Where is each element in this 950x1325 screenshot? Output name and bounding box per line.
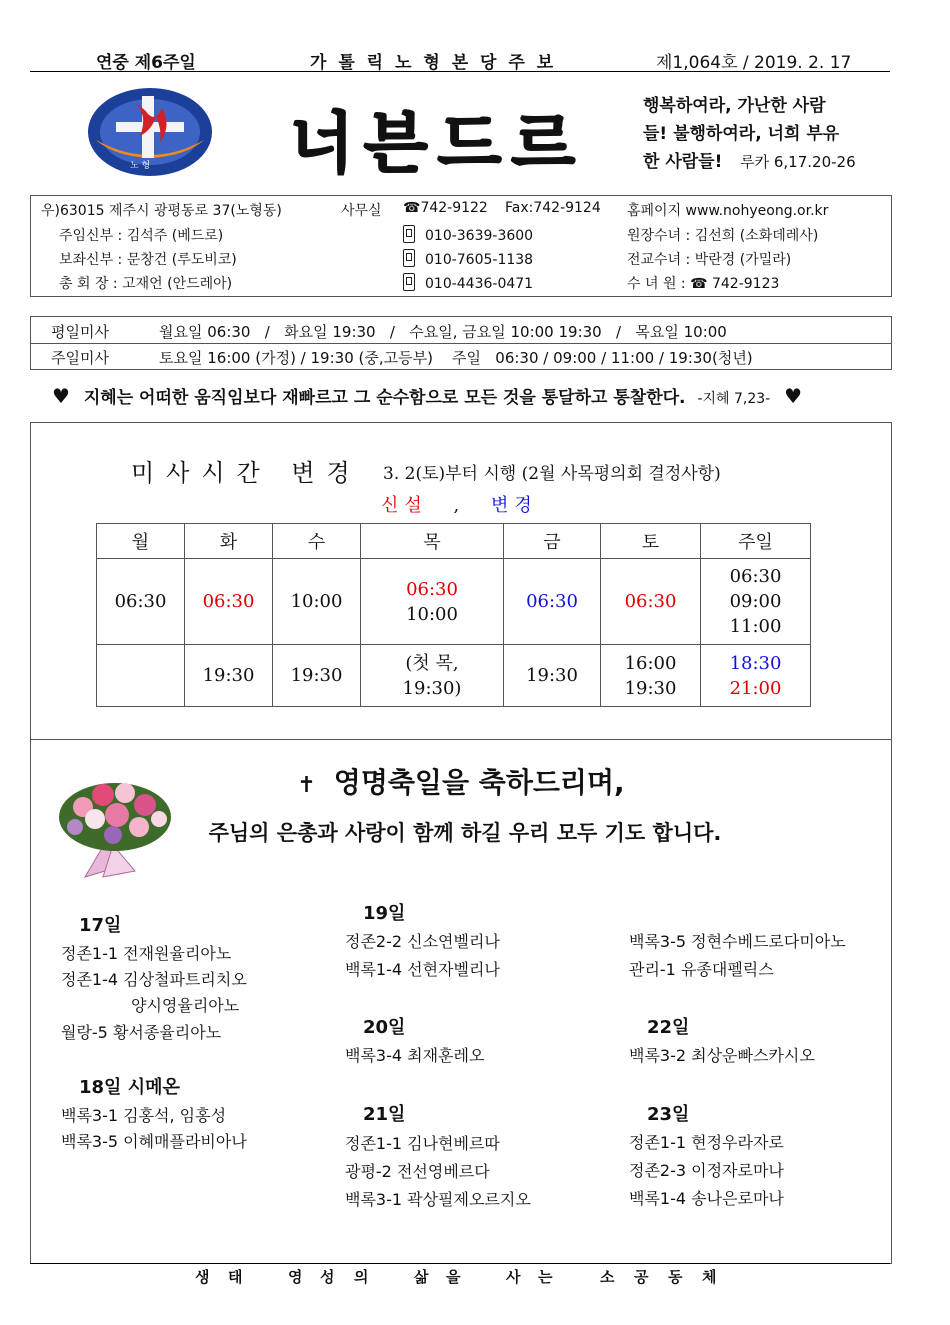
table-cell — [185, 559, 273, 645]
nameday-date: 21일 — [363, 1104, 406, 1125]
heart-icon: ♥ — [52, 384, 70, 408]
table-header: 화 — [185, 524, 273, 559]
list-item: 정존1-1 전재원율리아노 — [61, 944, 232, 963]
mass-time: 19:30 — [290, 665, 343, 686]
list-item: 정존1-1 현정우라자로 — [629, 1133, 784, 1152]
parish-logo — [86, 86, 214, 178]
list-item: 월랑-5 황서종율리아노 — [61, 1023, 222, 1042]
mission-sister-info: 전교수녀 : 박란경 (가밀라) — [627, 252, 792, 268]
wisdom-text: 지혜는 어떠한 움직임보다 재빠르고 그 순수함으로 모든 것을 통달하고 통찰한다. — [83, 388, 686, 408]
cross-icon: ✝ — [297, 773, 316, 798]
list-item: 정존2-3 이정자로마나 — [629, 1161, 784, 1180]
mass-time: 18:30 — [729, 652, 782, 674]
president-phone: 010-4436-0471 — [403, 273, 533, 292]
feast-greeting: ✝ 영명축일을 축하드리며, — [297, 766, 625, 799]
footer-char: 사 — [506, 1268, 521, 1286]
nameday-date: 18일 시메온 — [79, 1077, 180, 1098]
mass-change-legend — [381, 491, 538, 517]
table-cell — [273, 559, 361, 645]
footer-char: 영 — [288, 1268, 303, 1286]
footer-char: 동 — [668, 1268, 683, 1286]
issue-number: 제1,064호 / 2019. 2. 17 — [656, 53, 852, 73]
legend-separator: , — [453, 495, 466, 516]
mass-time: 06:30 — [406, 578, 458, 600]
legend-new: 신설 — [381, 495, 428, 516]
table-cell — [361, 559, 504, 645]
table-header: 토 — [601, 524, 701, 559]
mass-time: 10:00 — [406, 603, 458, 625]
mass-change-subtitle: 3. 2(토)부터 시행 (2월 사목평의회 결정사항) — [383, 464, 721, 484]
gospel-verse — [643, 92, 888, 176]
address: 우)63015 제주시 광평동로 37(노형동) — [41, 203, 282, 219]
header-rule — [30, 71, 890, 72]
table-row — [97, 559, 811, 645]
table-cell — [504, 559, 601, 645]
mass-time: 06:30 — [624, 591, 677, 612]
sunday-mass-row — [31, 343, 891, 369]
mobile-phone-icon — [403, 273, 415, 291]
list-item: 백록1-4 선현자벨리나 — [345, 960, 500, 979]
table-cell — [97, 559, 185, 645]
mass-time: 09:00 — [729, 591, 782, 612]
mass-change-title: 미사시간 변경 — [131, 459, 362, 487]
council-president-info: 총 회 장 : 고재언 (안드레아) — [59, 276, 233, 292]
mass-time: 21:00 — [729, 677, 782, 699]
bulletin-title: 너븐드르 — [290, 105, 586, 182]
list-item: 백록3-2 최상운빠스카시오 — [629, 1046, 815, 1065]
footer-char: 태 — [228, 1268, 243, 1286]
verse-line: 들! 불행하여라, 너희 부유 — [643, 124, 840, 144]
footer-char: 소 — [600, 1268, 615, 1286]
table-header: 월 — [97, 524, 185, 559]
verse-line: 행복하여라, 가난한 사람 — [643, 96, 826, 116]
table-cell — [601, 559, 701, 645]
office-phone: ☎742-9122 — [403, 200, 488, 216]
table-header: 주일 — [701, 524, 811, 559]
table-row — [97, 645, 811, 707]
list-item: 백록3-5 이혜매플라비아나 — [61, 1132, 247, 1151]
mass-time: 06:30 — [729, 566, 782, 587]
table-header: 목 — [361, 524, 504, 559]
footer-char: 을 — [446, 1268, 461, 1286]
wisdom-reference: -지혜 7,23- — [697, 391, 771, 407]
table-cell — [97, 645, 185, 707]
liturgical-week: 연중 제6주일 — [96, 53, 196, 73]
heart-icon: ♥ — [784, 384, 803, 408]
footer-char: 생 — [195, 1268, 210, 1286]
mobile-phone-icon — [403, 249, 415, 267]
logo-emblem-icon — [86, 86, 214, 178]
legend-changed: 변경 — [490, 495, 538, 516]
office-label: 사무실 — [341, 203, 382, 219]
nameday-date: 19일 — [363, 903, 406, 924]
assistant-phone: 010-7605-1138 — [403, 249, 533, 268]
list-item: 백록3-5 정현수베드로다미아노 — [629, 932, 846, 951]
table-cell — [701, 559, 811, 645]
footer-char: 의 — [354, 1268, 369, 1286]
list-item: 정존1-1 김나현베르따 — [345, 1134, 500, 1153]
weekday-mass-label: 평일미사 — [51, 323, 109, 341]
weekday-mass-times: 월요일 06:30 / 화요일 19:30 / 수요일, 금요일 10:00 19:30 / 목요일 10:00 — [159, 323, 727, 341]
contact-box — [30, 195, 892, 297]
convent-info: 수 녀 원 : ☎ 742-9123 — [627, 276, 780, 292]
mass-time: 19:30 — [526, 665, 578, 686]
table-header: 수 — [273, 524, 361, 559]
footer-char: 는 — [538, 1268, 553, 1286]
list-item: 백록3-1 김홍석, 임홍성 — [61, 1106, 227, 1125]
table-cell — [185, 645, 273, 707]
footer-char: 공 — [634, 1268, 649, 1286]
list-item: 관리-1 유종대펠릭스 — [629, 960, 774, 979]
wisdom-quote — [52, 383, 872, 408]
table-header: 금 — [504, 524, 601, 559]
table-header-row — [97, 524, 811, 559]
verse-reference: 루카 6,17.20-26 — [740, 153, 856, 171]
nameday-date: 23일 — [647, 1104, 690, 1125]
table-cell — [273, 645, 361, 707]
list-item: 백록1-4 송나은로마나 — [629, 1189, 784, 1208]
mass-time: (첫 목, — [405, 652, 459, 674]
list-item: 정존1-4 김상철파트리치오 — [61, 970, 247, 989]
feast-prayer: 주님의 은총과 사랑이 함께 하길 우리 모두 기도 합니다. — [208, 821, 722, 845]
table-cell — [504, 645, 601, 707]
verse-line: 한 사람들! 루카 6,17.20-26 — [643, 152, 856, 172]
table-cell — [701, 645, 811, 707]
footer-motto — [30, 1263, 890, 1286]
list-item: 백록3-4 최재훈레오 — [345, 1046, 485, 1065]
footer-char: 삶 — [414, 1268, 429, 1286]
mass-time: 06:30 — [526, 591, 578, 612]
bulletin-name: 가 톨 릭 노 형 본 당 주 보 — [310, 53, 557, 73]
mass-time: 06:30 — [114, 591, 167, 612]
footer-char: 체 — [702, 1268, 717, 1286]
homepage-link[interactable]: 홈페이지 www.nohyeong.or.kr — [627, 203, 829, 219]
pastor-phone: 010-3639-3600 — [403, 225, 533, 244]
mobile-phone-icon — [403, 225, 415, 243]
pastor-info: 주임신부 : 김석주 (베드로) — [59, 228, 224, 244]
mass-time: 10:00 — [290, 591, 343, 612]
section-divider — [31, 739, 891, 740]
sunday-mass-label: 주일미사 — [51, 349, 109, 367]
list-item: 정존2-2 신소연벨리나 — [345, 932, 500, 951]
table-cell — [601, 645, 701, 707]
list-item: 광평-2 전선영베르다 — [345, 1162, 490, 1181]
mass-time: 19:30 — [202, 665, 255, 686]
list-item: 양시영율리아노 — [131, 996, 240, 1015]
nameday-date: 17일 — [79, 915, 122, 936]
mass-time: 19:30 — [624, 677, 677, 699]
mass-time: 19:30) — [402, 677, 462, 699]
assistant-priest-info: 보좌신부 : 문창건 (루도비코) — [59, 252, 237, 268]
mass-time: 11:00 — [729, 616, 782, 637]
list-item: 백록3-1 곽상필제오르지오 — [345, 1190, 531, 1209]
sunday-mass-times: 토요일 16:00 (가정) / 19:30 (중,고등부) 주일 06:30 / 09:00 / 11:00 / 19:30(청년) — [159, 349, 753, 367]
nameday-date: 20일 — [363, 1017, 406, 1038]
weekday-mass-row — [31, 317, 891, 344]
table-cell — [361, 645, 504, 707]
mass-time: 16:00 — [624, 652, 677, 674]
mass-schedule-box — [30, 316, 892, 370]
footer-char: 성 — [320, 1268, 335, 1286]
mass-time-table — [96, 523, 811, 707]
nameday-date: 22일 — [647, 1017, 690, 1038]
main-content-box — [30, 422, 892, 1264]
svg-text:노 형: 노 형 — [130, 161, 151, 171]
superior-sister-info: 원장수녀 : 김선희 (소화데레사) — [627, 228, 819, 244]
mass-time: 06:30 — [202, 591, 255, 612]
fax-number: Fax:742-9124 — [505, 200, 601, 216]
